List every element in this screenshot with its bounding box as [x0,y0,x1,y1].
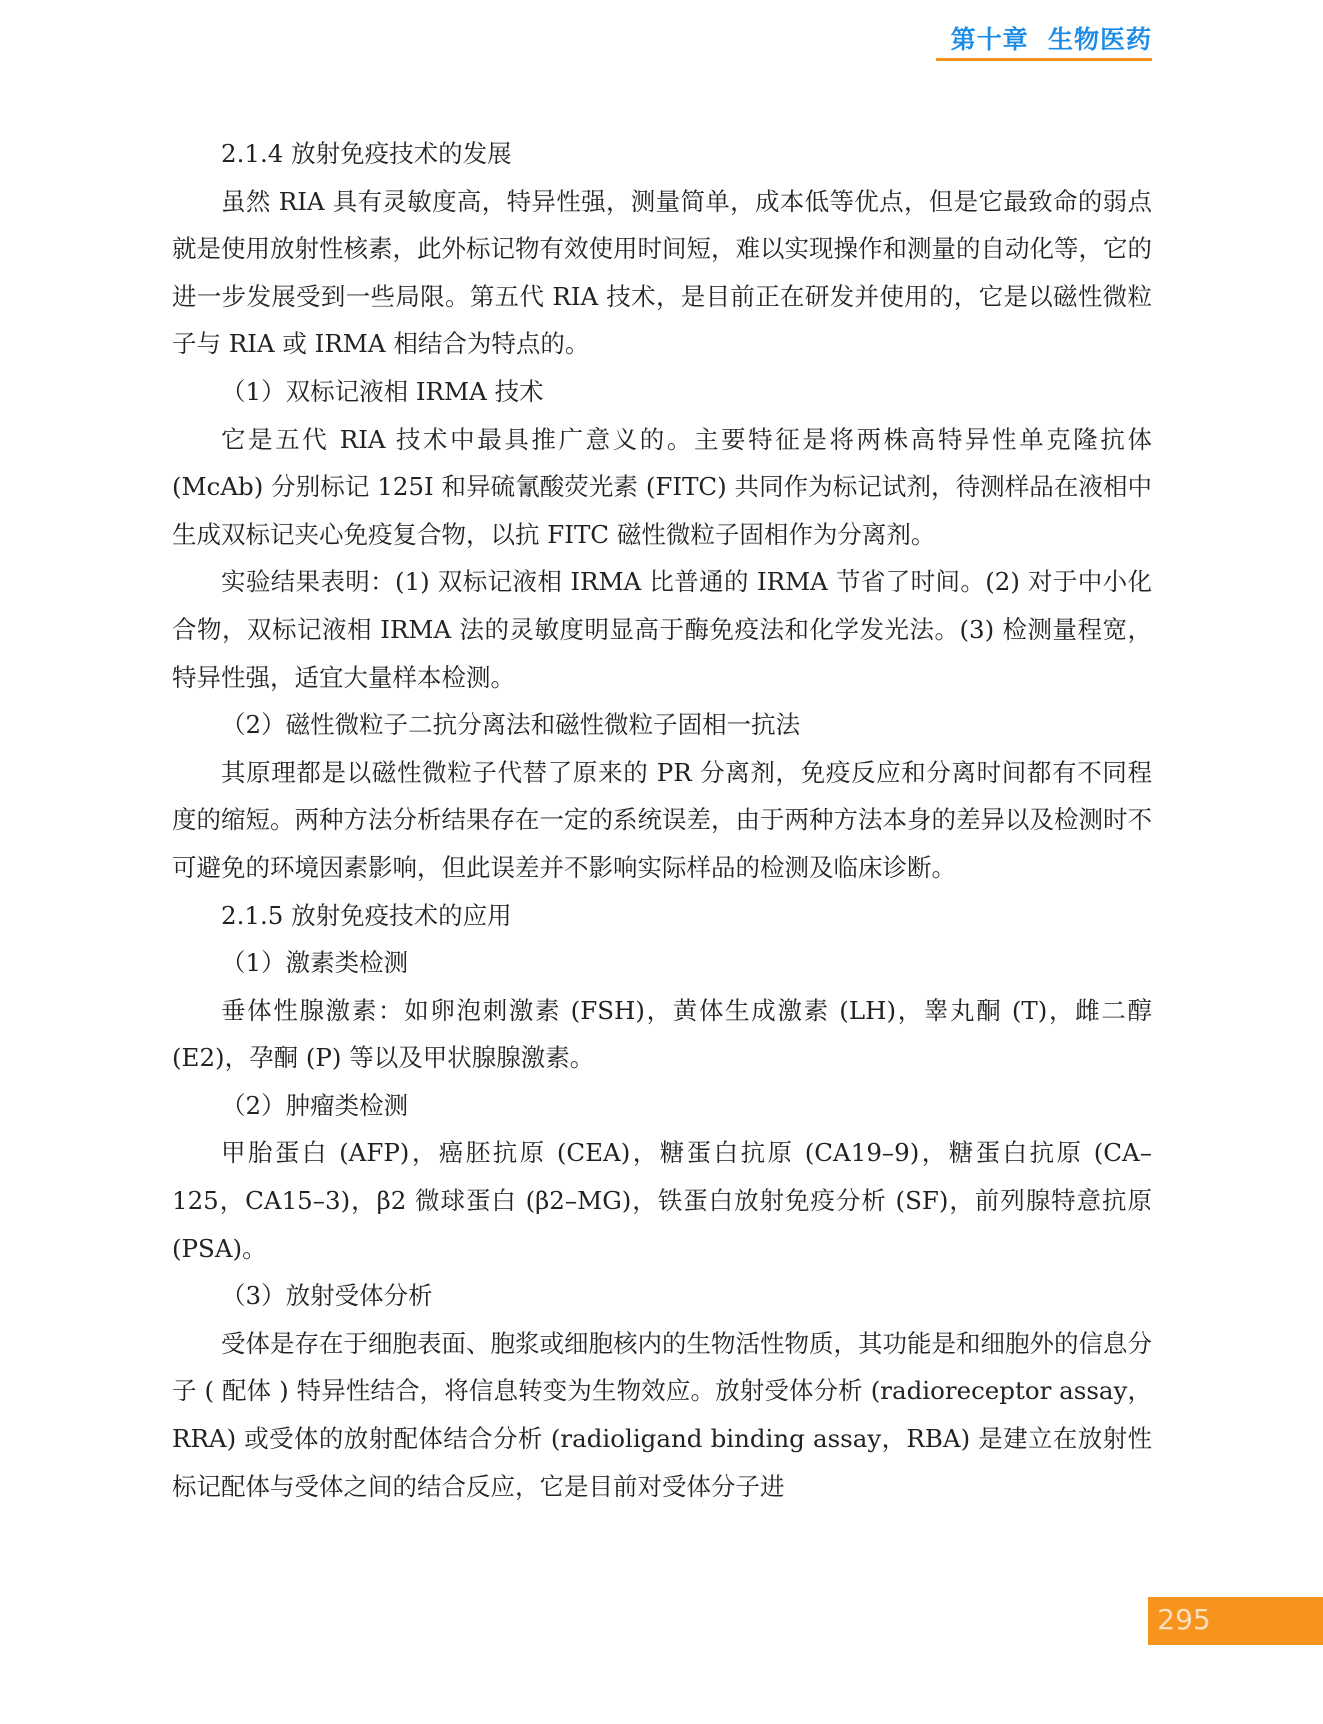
subheading-magnetic-particle-methods: （2）磁性微粒子二抗分离法和磁性微粒子固相一抗法 [221,710,801,740]
subheading-double-label-irma: （1）双标记液相 IRMA 技术 [221,376,544,406]
chapter-title: 第十章 生物医药 [950,25,1152,54]
paragraph: 它是五代 RIA 技术中最具推广意义的。主要特征是将两株高特异性单克隆抗体 (McAb) 分别标记 125I 和异硫氰酸荧光素 (FITC) 共同作为标记试剂，待测样品在液相中生成双标记夹心免疫复合物，以抗 FITC 磁性微粒子固相作为分离剂。 [172,424,1152,549]
paragraph: 实验结果表明：(1) 双标记液相 IRMA 比普通的 IRMA 节省了时间。(2) 对于中小化合物，双标记液相 IRMA 法的灵敏度明显高于酶免疫法和化学发光法。(3) 检测量程宽，特异性强，适宜大量样本检测。 [172,567,1152,692]
subheading-radioreceptor-analysis: （3）放射受体分析 [221,1281,433,1311]
section-heading-2-1-4: 2.1.4 放射免疫技术的发展 [221,139,512,168]
paragraph: 受体是存在于细胞表面、胞浆或细胞核内的生物活性物质，其功能是和细胞外的信息分子 ( 配体 ) 特异性结合，将信息转变为生物效应。放射受体分析 (radioreceptor assay，RRA) 或受体的放射配体结合分析 (radioligand binding assay，RBA) 是建立在放射性标记配体与受体之间的结合反应，它是目前对受体分子进 [172,1328,1152,1501]
paragraph: 虽然 RIA 具有灵敏度高，特异性强，测量简单，成本低等优点，但是它最致命的弱点就是使用放射性核素，此外标记物有效使用时间短，难以实现操作和测量的自动化等，它的进一步发展受到一些局限。第五代 RIA 技术，是目前正在研发并使用的，它是以磁性微粒子与 RIA 或 IRMA 相结合为特点的。 [172,186,1152,359]
chapter-header [936,18,1152,62]
paragraph: 其原理都是以磁性微粒子代替了原来的 PR 分离剂，免疫反应和分离时间都有不同程度的缩短。两种方法分析结果存在一定的系统误差，由于两种方法本身的差异以及检测时不可避免的环境因素影响，但此误差并不影响实际样品的检测及临床诊断。 [172,757,1152,882]
page-number: 295 [1157,1603,1211,1636]
subheading-tumor-detection: （2）肿瘤类检测 [221,1090,409,1120]
page-number-tab [1148,1597,1323,1645]
paragraph: 垂体性腺激素：如卵泡刺激素 (FSH)，黄体生成激素 (LH)，睾丸酮 (T)，雌二醇 (E2)，孕酮 (P) 等以及甲状腺腺激素。 [172,995,1152,1073]
subheading-hormone-detection: （1）激素类检测 [221,948,409,978]
paragraph: 甲胎蛋白 (AFP)，癌胚抗原 (CEA)，糖蛋白抗原 (CA19–9)，糖蛋白抗原 (CA–125，CA15–3)，β2 微球蛋白 (β2–MG)，铁蛋白放射免疫分析 (SF)，前列腺特意抗原 (PSA)。 [172,1138,1152,1263]
section-heading-2-1-5: 2.1.5 放射免疫技术的应用 [221,900,512,930]
body-text [172,130,1152,1510]
chapter-underline [936,58,1152,61]
